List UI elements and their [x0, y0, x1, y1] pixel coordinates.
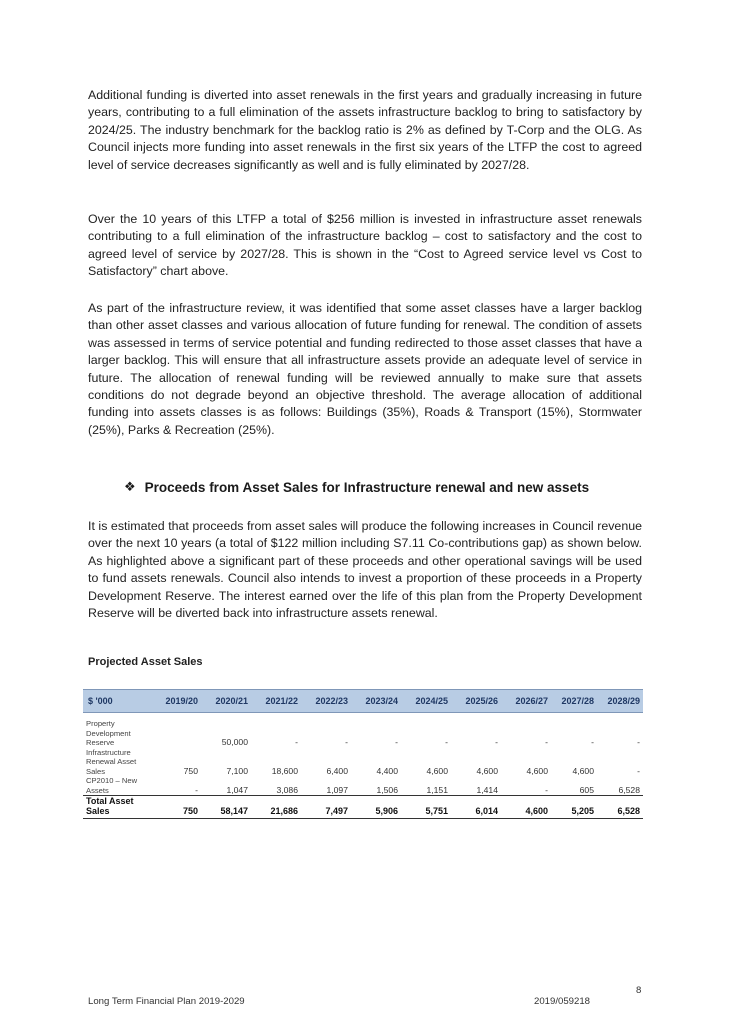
header-cell: 2024/25 — [401, 690, 451, 713]
table-cell: 1,151 — [426, 784, 448, 795]
table-cell: 4,600 — [572, 765, 594, 776]
table-cell: - — [545, 784, 548, 795]
table-header-row — [83, 690, 643, 713]
total-cell: 750 — [149, 796, 201, 819]
table-cell: 7,100 — [226, 765, 248, 776]
table-cell: 4,400 — [376, 765, 398, 776]
diamond-bullet-icon: ❖ — [124, 479, 136, 494]
total-cell: 5,906 — [351, 796, 401, 819]
table-row — [83, 748, 643, 777]
footer-document-title: Long Term Financial Plan 2019-2029 — [88, 996, 245, 1007]
header-cell: 2023/24 — [351, 690, 401, 713]
row-label: Property Development Reserve — [86, 719, 131, 747]
paragraph-ltfp-investment: Over the 10 years of this LTFP a total of $256 million is invested in infrastructure asset renewals contributing to a full elimination of the infrastructure backlog – cost to satisfactory and the cost to agreed level of service by 2027/28. This is shown in the “Cost to Agreed service level vs Cost to Satisfactory” chart above. — [88, 212, 642, 279]
total-cell: 4,600 — [501, 796, 551, 819]
paragraph-infrastructure-review: As part of the infrastructure review, it was identified that some asset classes have a larger backlog than other asset classes and various allocation of future funding for renewal. The condition of assets was assessed in terms of service potential and funding redirected to those asset classes that have a larger backlog. This will ensure that all infrastructure assets provide an adequate level of service in future. The allocation of renewal funding will be reviewed annually to make sure that assets conditions do not degrade beyond an objective threshold. The average allocation of additional funding into assets classes is as follows: Buildings (35%), Roads & Transport (15%), Stormwater (25%), Parks & Recreation (25%). — [88, 301, 642, 437]
table-cell: - — [637, 765, 640, 776]
total-cell: 5,751 — [401, 796, 451, 819]
total-cell: 7,497 — [301, 796, 351, 819]
table-cell: 6,400 — [326, 765, 348, 776]
paragraph-asset-sales: It is estimated that proceeds from asset sales will produce the following increases in Council revenue over the next 10 years (a total of $122 million including S7.11 Co-contributions gap) as shown below. As highlighted above a significant part of these proceeds and other operational savings will be used to fund assets renewals. Council also intends to invest a proportion of these proceeds in a Property Development Reserve. The interest earned over the life of this plan from the Property Development Reserve will be diverted back into infrastructure assets renewal. — [88, 519, 642, 621]
total-cell: 5,205 — [551, 796, 597, 819]
table-cell: 4,600 — [426, 765, 448, 776]
table-cell: - — [445, 737, 448, 747]
header-cell: 2025/26 — [451, 690, 501, 713]
header-cell: 2020/21 — [201, 690, 251, 713]
table-cell: 750 — [183, 765, 198, 776]
table-row — [83, 719, 643, 748]
table-total-row — [83, 796, 643, 819]
table-cell: - — [591, 737, 594, 747]
total-cell: 58,147 — [201, 796, 251, 819]
table-cell: 1,506 — [376, 784, 398, 795]
header-cell: 2026/27 — [501, 690, 551, 713]
header-cell: 2021/22 — [251, 690, 301, 713]
header-cell: 2028/29 — [597, 690, 643, 713]
table-cell: - — [637, 737, 640, 747]
header-cell: 2019/20 — [149, 690, 201, 713]
header-cell: 2027/28 — [551, 690, 597, 713]
table-cell: - — [345, 737, 348, 747]
paragraph-backlog-funding: Additional funding is diverted into asset renewals in the first years and gradually increasing in future years, contributing to a full elimination of the assets infrastructure backlog to bring to satisfactory by 2024/25. The industry benchmark for the backlog ratio is 2% as defined by T-Corp and the OLG. As Council injects more funding into asset renewals in the first six years of the LTFP the cost to agreed level of service decreases significantly as well and is fully eliminated by 2027/28. — [88, 88, 642, 172]
table-cell: - — [195, 784, 198, 795]
total-cell: 6,528 — [597, 796, 643, 819]
table-cell: - — [545, 737, 548, 747]
row-label: Infrastructure Renewal Asset Sales — [86, 747, 137, 776]
table-cell: 50,000 — [221, 737, 248, 747]
table-cell: - — [295, 737, 298, 747]
table-cell: 1,097 — [326, 784, 348, 795]
table-cell: 4,600 — [476, 765, 498, 776]
section-heading — [124, 479, 664, 495]
table-cell: 1,047 — [226, 784, 248, 795]
projected-asset-sales-table — [83, 689, 643, 819]
total-cell: 6,014 — [451, 796, 501, 819]
table-cell: 1,414 — [476, 784, 498, 795]
table-cell: 3,086 — [276, 784, 298, 795]
header-cell: 2022/23 — [301, 690, 351, 713]
row-label: CP2010 – New Assets — [86, 776, 138, 795]
table-row — [83, 776, 643, 796]
table-cell: 18,600 — [271, 765, 298, 776]
header-cell: $ '000 — [83, 690, 149, 713]
table-cell: 605 — [579, 784, 594, 795]
footer-reference-number: 2019/059218 — [534, 996, 591, 1007]
table-cell — [149, 719, 201, 748]
table-cell: - — [395, 737, 398, 747]
table-title: Projected Asset Sales — [88, 656, 203, 668]
table-cell: - — [495, 737, 498, 747]
section-heading-text: Proceeds from Asset Sales for Infrastructure renewal and new assets — [144, 479, 590, 495]
total-cell: 21,686 — [251, 796, 301, 819]
page-number: 8 — [636, 985, 642, 996]
table-cell: 6,528 — [618, 784, 640, 795]
table-cell: 4,600 — [526, 765, 548, 776]
total-label: Total Asset Sales — [83, 796, 149, 819]
